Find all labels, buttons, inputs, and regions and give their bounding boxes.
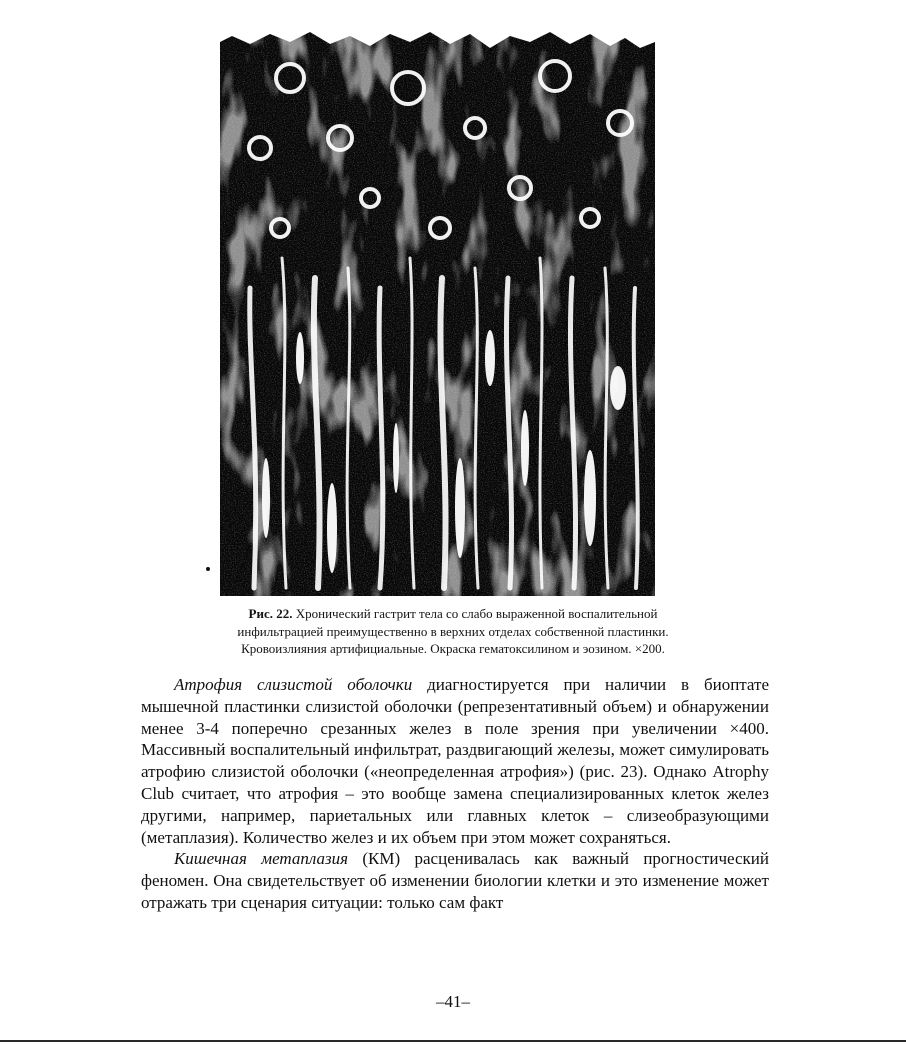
paragraph-metaplasia-text: (КМ) расценивалась как важный прогностический феномен. Она свидетельствует об изменении биологии клетки и это изменение может отражать три сценария ситуации: только сам факт (141, 849, 769, 912)
figure-caption (140, 605, 766, 658)
caption-line-1 (140, 605, 766, 623)
caption-line-2: инфильтрацией преимущественно в верхних отделах собственной пластинки. (237, 623, 669, 639)
histology-micrograph (220, 28, 655, 596)
figure-dot-mark (206, 567, 210, 571)
caption-line-1-text: Хронический гастрит тела со слабо выраженной воспалительной (295, 606, 658, 621)
body-text (141, 674, 769, 914)
bottom-rule (0, 1040, 906, 1042)
paragraph-atrophy (141, 674, 769, 848)
micrograph-image (220, 28, 655, 596)
caption-line-3: Кровоизлияния артифициальные. Окраска гематоксилином и эозином. ×200. (241, 641, 665, 656)
term-atrophy: Атрофия слизистой оболочки (174, 675, 413, 694)
figure-label: Рис. 22. (248, 606, 293, 621)
paragraph-metaplasia (141, 848, 769, 913)
page-number: –41– (436, 992, 470, 1011)
term-metaplasia: Кишечная метаплазия (174, 849, 349, 869)
paragraph-atrophy-text: диагностируется при наличии в биоптате мышечной пластинки слизистой оболочки (репрезентативный объем) и обнаружении менее 3-4 поперечно срезанных желез в поле зрения при увеличении ×400. Массивный воспалительный инфильтрат, раздвигающий железы, может симулировать атрофию слизистой оболочки («неопределенная атрофия») (рис. 23). Однако Atrophy Club считает, что атрофия – это вообще замена специализированных клеток желез другими, например, париетальных или главных клеток – слизеобразующими (метаплазия). Количество желез и их объем при этом может сохраняться. (141, 675, 770, 847)
